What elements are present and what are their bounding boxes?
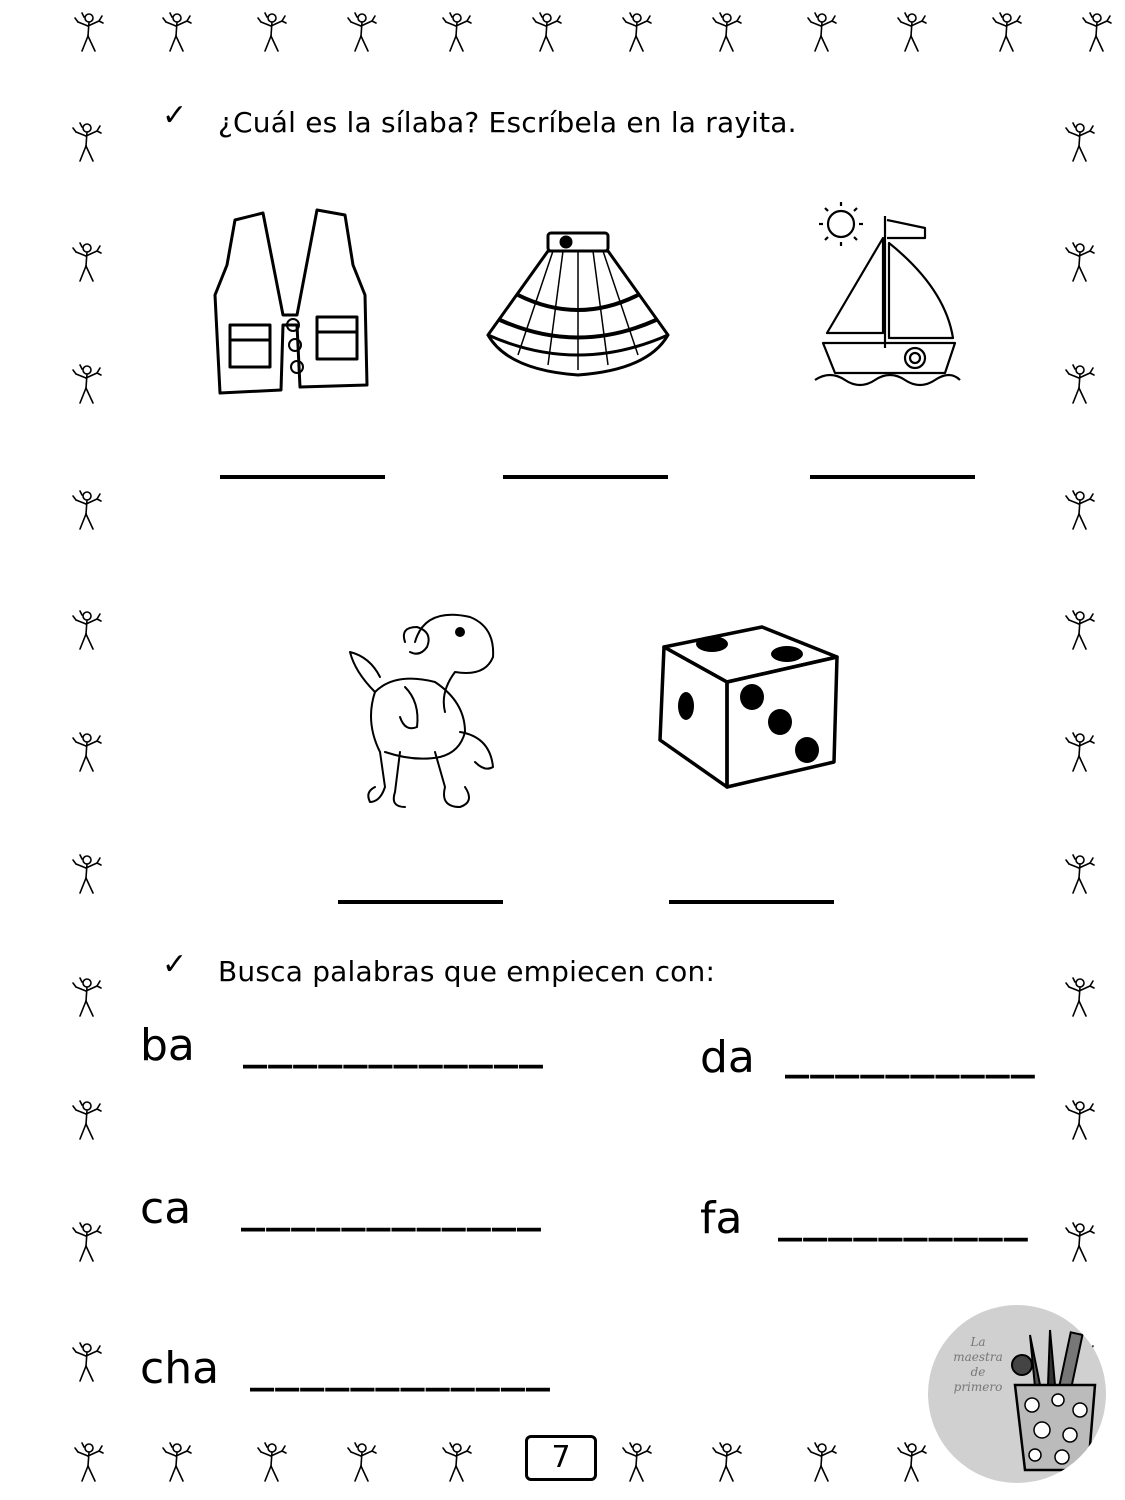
stick-figure-icon	[70, 730, 104, 774]
stick-figure-icon	[1063, 608, 1097, 652]
checkmark-icon: ✓	[162, 947, 188, 982]
answer-dashes-da[interactable]: __________	[785, 1033, 1036, 1079]
stick-figure-icon	[1080, 10, 1114, 54]
stick-figure-icon	[895, 1440, 929, 1484]
syllable-da: da	[700, 1032, 755, 1083]
stick-figure-icon	[70, 362, 104, 406]
vest-picture	[205, 205, 380, 400]
stick-figure-icon	[620, 1440, 654, 1484]
logo-text	[938, 1335, 1018, 1395]
answer-dashes-ba[interactable]: ____________	[243, 1023, 544, 1069]
answer-line-horse[interactable]	[338, 900, 503, 904]
answer-line-vest[interactable]	[220, 475, 385, 479]
logo-text-line: de	[970, 1365, 986, 1379]
dice-picture	[652, 622, 842, 790]
stick-figure-icon	[440, 10, 474, 54]
stick-figure-icon	[1063, 120, 1097, 164]
stick-figure-icon	[160, 10, 194, 54]
stick-figure-icon	[70, 852, 104, 896]
stick-figure-icon	[1063, 488, 1097, 532]
logo-text-line: maestra	[953, 1350, 1003, 1364]
logo-text-line: La	[970, 1335, 986, 1349]
answer-line-skirt[interactable]	[503, 475, 668, 479]
stick-figure-icon	[345, 10, 379, 54]
stick-figure-icon	[1063, 852, 1097, 896]
stick-figure-icon	[1063, 1220, 1097, 1264]
stick-figure-icon	[1063, 730, 1097, 774]
stick-figure-icon	[160, 1440, 194, 1484]
skirt-picture	[478, 225, 678, 385]
instruction-search-words: Busca palabras que empiecen con:	[218, 955, 716, 988]
logo-text-line: primero	[953, 1380, 1003, 1394]
checkmark-icon: ✓	[162, 98, 188, 133]
stick-figure-icon	[895, 10, 929, 54]
stick-figure-icon	[70, 1340, 104, 1384]
syllable-fa: fa	[700, 1193, 743, 1244]
stick-figure-icon	[1063, 975, 1097, 1019]
stick-figure-icon	[70, 1098, 104, 1142]
instruction-syllable: ¿Cuál es la sílaba? Escríbela en la rayita.	[218, 106, 797, 139]
stick-figure-icon	[710, 10, 744, 54]
stick-figure-icon	[255, 10, 289, 54]
stick-figure-icon	[1063, 240, 1097, 284]
stick-figure-icon	[70, 1220, 104, 1264]
stick-figure-icon	[990, 10, 1024, 54]
stick-figure-icon	[70, 975, 104, 1019]
syllable-ca: ca	[140, 1183, 192, 1234]
stick-figure-icon	[440, 1440, 474, 1484]
pencil-cup-icon	[1010, 1325, 1100, 1475]
stick-figure-icon	[70, 120, 104, 164]
stick-figure-icon	[1063, 362, 1097, 406]
stick-figure-icon	[345, 1440, 379, 1484]
stick-figure-icon	[70, 488, 104, 532]
stick-figure-icon	[530, 10, 564, 54]
answer-dashes-ca[interactable]: ____________	[241, 1186, 542, 1232]
stick-figure-icon	[805, 1440, 839, 1484]
syllable-cha: cha	[140, 1343, 220, 1394]
stick-figure-icon	[70, 240, 104, 284]
answer-line-dice[interactable]	[669, 900, 834, 904]
logo	[928, 1305, 1106, 1483]
answer-dashes-cha[interactable]: ____________	[250, 1346, 551, 1392]
horse-picture	[345, 602, 505, 820]
stick-figure-icon	[255, 1440, 289, 1484]
stick-figure-icon	[1063, 1098, 1097, 1142]
stick-figure-icon	[72, 1440, 106, 1484]
sailboat-picture	[805, 198, 965, 393]
syllable-ba: ba	[140, 1020, 195, 1071]
stick-figure-icon	[710, 1440, 744, 1484]
stick-figure-icon	[72, 10, 106, 54]
page-number: 7	[525, 1435, 597, 1481]
stick-figure-icon	[620, 10, 654, 54]
answer-dashes-fa[interactable]: __________	[778, 1196, 1029, 1242]
answer-line-sailboat[interactable]	[810, 475, 975, 479]
stick-figure-icon	[805, 10, 839, 54]
stick-figure-icon	[70, 608, 104, 652]
